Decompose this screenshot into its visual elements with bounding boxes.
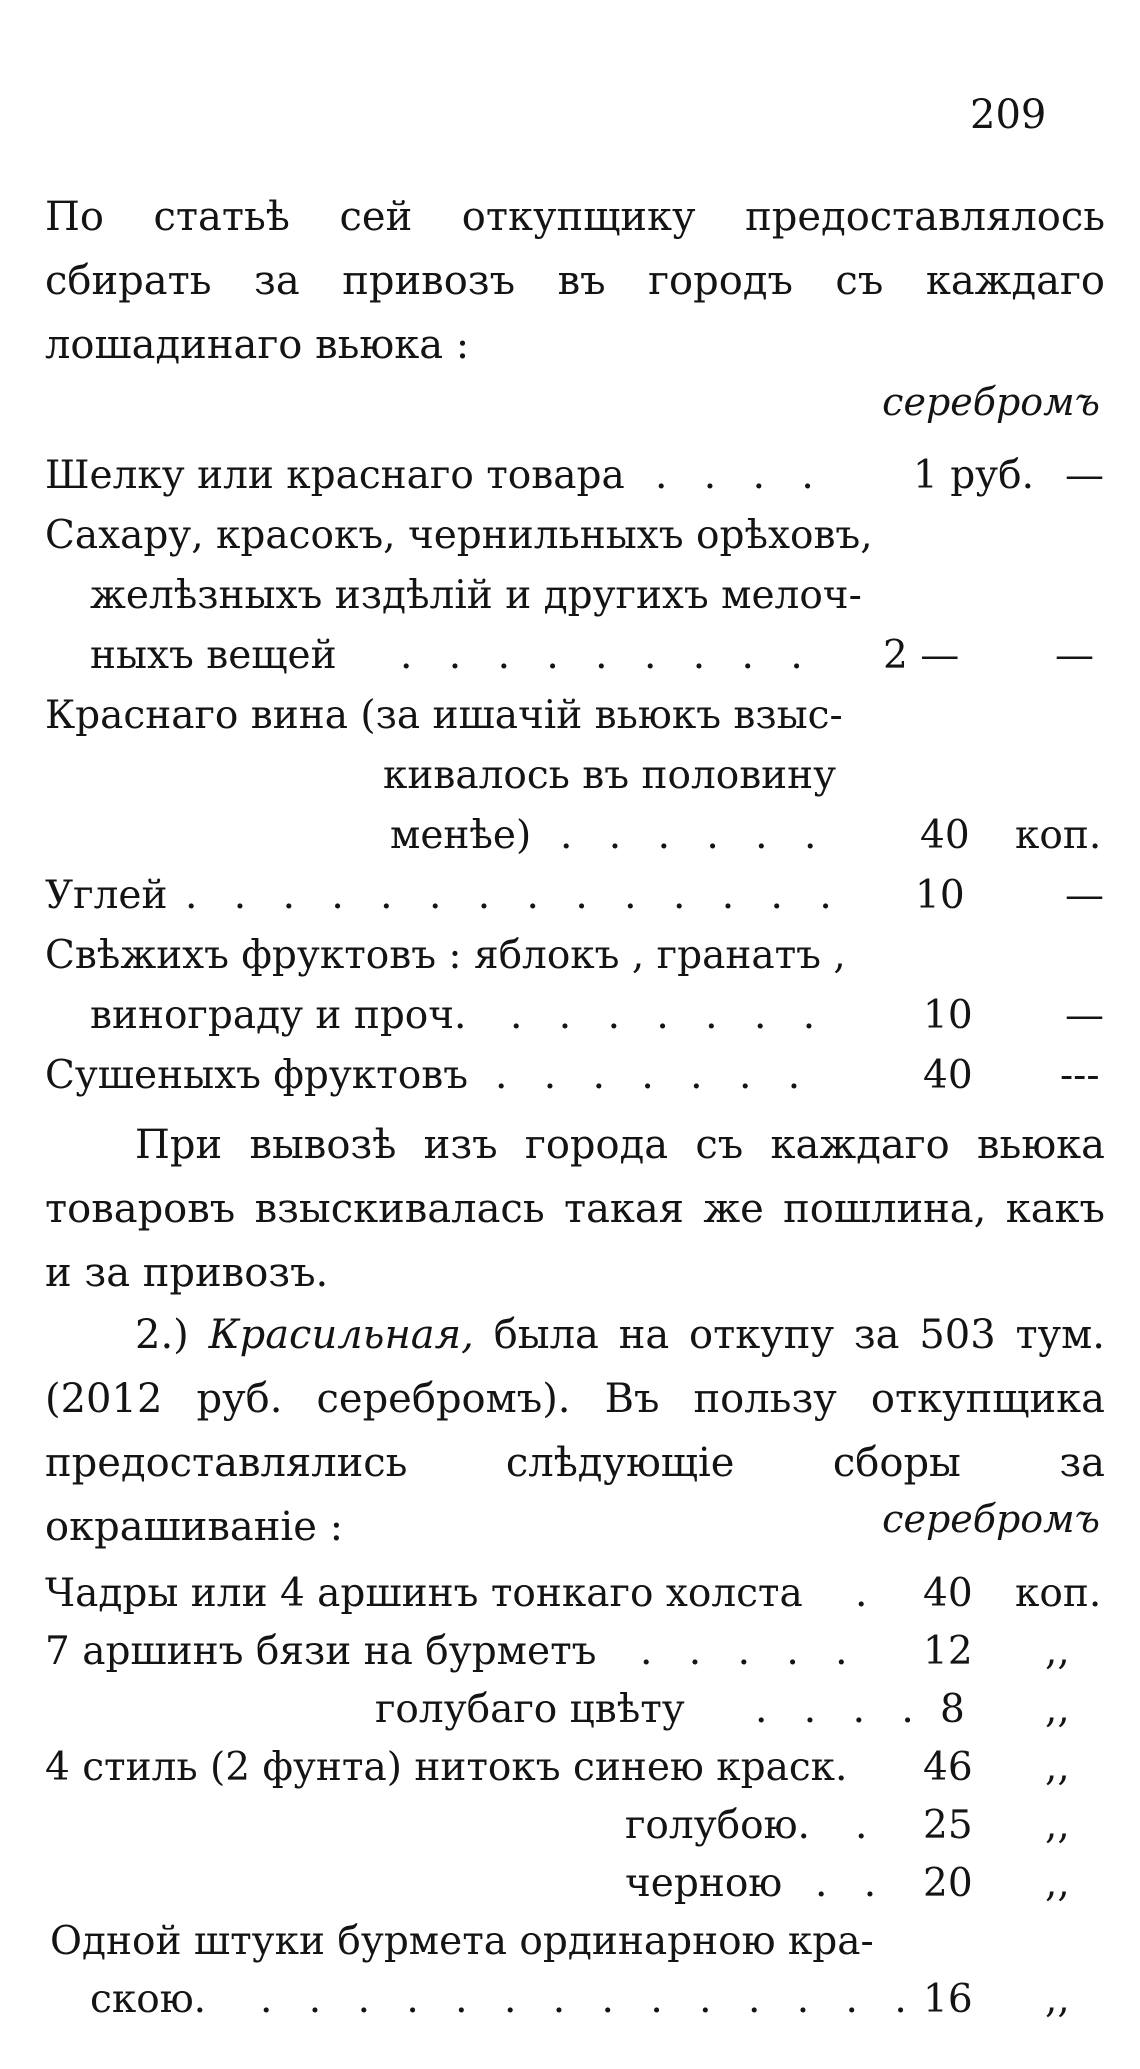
row-value: 40 [920, 813, 970, 858]
leader-dots: . . . . . [640, 1629, 860, 1674]
section-text: была на откупу за 503 тум. (2012 руб. серебромъ). Въ пользу откупщика предоставлялись слѣдующіе сборы за окрашиваніе : [45, 1312, 1106, 1550]
leader-dots: . . . . [755, 1687, 926, 1732]
tariff-row [45, 866, 1105, 926]
row-name: ныхъ вещей [90, 633, 337, 678]
row-unit: коп. [1015, 1571, 1102, 1616]
row-name: Свѣжихъ фруктовъ : яблокъ , гранатъ , [45, 933, 846, 978]
row-name: черною [625, 1861, 783, 1906]
page-number: 209 [970, 92, 1047, 138]
row-name: желѣзныхъ издѣлій и другихъ мелоч- [90, 573, 862, 618]
tariff-row [45, 1680, 1105, 1740]
row-name: Одной штуки бурмета ординарною кра- [50, 1919, 874, 1964]
row-name: менѣе) [390, 813, 532, 858]
leader-dots: . . . . . . . [495, 1053, 813, 1098]
row-name: Чадры или 4 аршинъ тонкаго холста [45, 1571, 803, 1616]
export-paragraph: При вывозѣ изъ города съ каждаго вьюка товаровъ взыскивалась такая же пошлина, какъ и за привозъ. [45, 1122, 1105, 1296]
leader-dots: . . [815, 1861, 889, 1906]
row-unit: ,, [1045, 1803, 1070, 1848]
tariff-row [45, 1622, 1105, 1682]
tariff-row [45, 566, 1105, 626]
row-name: голубаго цвѣту [375, 1687, 685, 1732]
tariff-row [45, 446, 1105, 506]
row-unit: — [1065, 873, 1104, 918]
row-unit: --- [1060, 1053, 1100, 1098]
row-unit: ,, [1045, 1629, 1070, 1674]
tariff-row [45, 1046, 1105, 1106]
leader-dots: . . . . . . [560, 813, 829, 858]
row-name: Сахару, красокъ, чернильныхъ орѣховъ, [45, 513, 873, 558]
tariff-row [45, 686, 1105, 746]
tariff-row [45, 506, 1105, 566]
intro-paragraph: По статьѣ сей откупщику предоставлялось сбирать за привозъ въ городъ съ каждаго лошадинаго вьюка : [45, 194, 1105, 368]
tariff-row [45, 1854, 1105, 1914]
tariff-row [45, 626, 1105, 686]
row-value: 16 [923, 1977, 973, 2022]
row-value: 20 [923, 1861, 973, 1906]
leader-dots: . . . . [655, 453, 826, 498]
row-unit: ,, [1045, 1977, 1070, 2022]
tariff-row [45, 1796, 1105, 1856]
section-number: 2.) [135, 1312, 189, 1358]
row-value: 8 [940, 1687, 965, 1732]
leader-dots: . [855, 1803, 880, 1848]
row-value: 2 — [883, 633, 960, 678]
row-value: 10 [923, 993, 973, 1038]
row-name: кивалось въ половину [383, 753, 837, 798]
section-title: Красильная, [208, 1312, 474, 1358]
leader-dots: . . . . . . . [510, 993, 828, 1038]
leader-dots: . [855, 1571, 880, 1616]
row-name: винограду и проч. [90, 993, 467, 1038]
tariff-row [45, 1564, 1105, 1624]
tariff-row [45, 806, 1105, 866]
row-name: голубою. [625, 1803, 810, 1848]
tariff-row [45, 1912, 1105, 1972]
tariff-row [45, 746, 1105, 806]
tariff-row [45, 926, 1105, 986]
row-value: 46 [923, 1745, 973, 1790]
tariff-row [45, 1738, 1105, 1798]
row-unit: ,, [1045, 1687, 1070, 1732]
row-name: 7 аршинъ бязи на бурметъ [45, 1629, 597, 1674]
row-name: Краснаго вина (за ишачій вьюкъ взыс- [45, 693, 843, 738]
tariff-row [45, 986, 1105, 1046]
unit-label-silver-1: серебромъ [882, 380, 1100, 424]
row-name: скою. [90, 1977, 207, 2022]
row-name: Шелку или краснаго товара [45, 453, 625, 498]
row-value: 40 [923, 1571, 973, 1616]
row-value: 12 [923, 1629, 973, 1674]
row-value: 1 руб. [913, 453, 1034, 498]
row-unit: — [1055, 633, 1094, 678]
row-value: 10 [915, 873, 965, 918]
tariff-row [45, 1970, 1105, 2030]
leader-dots: . . . . . . . . . . . . . . [185, 873, 844, 918]
row-unit: коп. [1015, 813, 1102, 858]
row-name: Углей [45, 873, 168, 918]
leader-dots: . . . . . . . . . [400, 633, 815, 678]
row-unit: — [1065, 993, 1104, 1038]
leader-dots: . . . . . . . . . . . . . . [260, 1977, 919, 2022]
row-name: 4 стиль (2 фунта) нитокъ синею краск. [45, 1745, 848, 1790]
row-unit: ,, [1045, 1745, 1070, 1790]
row-name: Сушеныхъ фруктовъ [45, 1053, 469, 1098]
row-value: 25 [923, 1803, 973, 1848]
unit-label-silver-2: серебромъ [882, 1497, 1100, 1541]
row-value: 40 [923, 1053, 973, 1098]
row-unit: ,, [1045, 1861, 1070, 1906]
row-unit: — [1065, 453, 1104, 498]
